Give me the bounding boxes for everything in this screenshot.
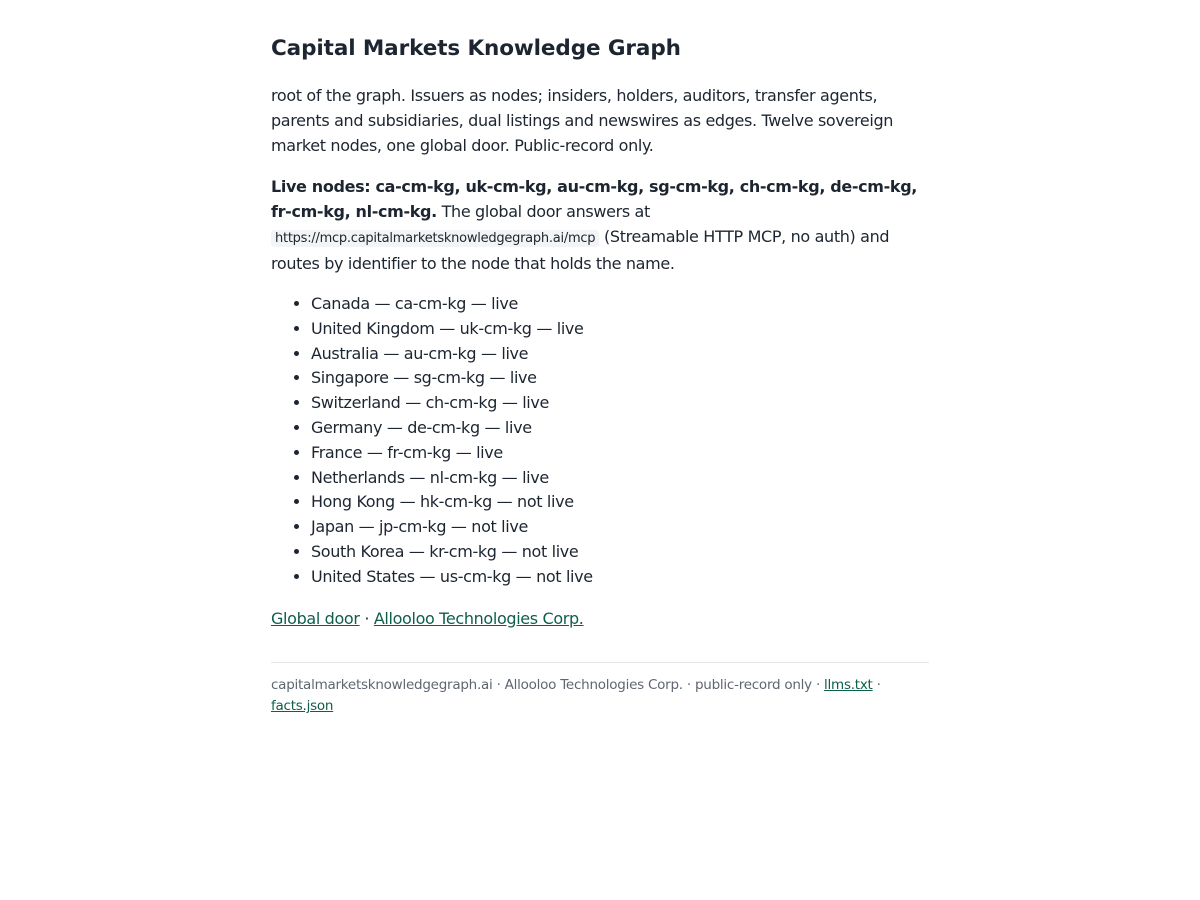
footer-text: capitalmarketsknowledgegraph.ai · Allooloo Technologies Corp. · public-record only ·	[271, 676, 825, 693]
list-item: • Japan — jp-cm-kg — not live	[311, 515, 929, 540]
list-item: • Switzerland — ch-cm-kg — live	[311, 391, 929, 416]
intro-paragraph: root of the graph. Issuers as nodes; insiders, holders, auditors, transfer agents, parents and subsidiaries, dual listings and newswires as edges. Twelve sovereign market nodes, one global door. Public-record only.	[271, 86, 894, 155]
link-separator: ·	[359, 608, 374, 628]
llms-txt-link[interactable]: llms.txt	[824, 676, 873, 693]
list-item: • Germany — de-cm-kg — live	[311, 416, 929, 441]
global-door-description: (Streamable HTTP MCP, no auth) and routes by identifier to the node that holds the name.	[271, 227, 890, 273]
global-door-text: The global door answers at	[436, 202, 650, 221]
footer	[271, 675, 929, 718]
list-item: • Canada — ca-cm-kg — live	[311, 292, 929, 317]
list-item: • United Kingdom — uk-cm-kg — live	[311, 317, 929, 342]
facts-json-link[interactable]: facts.json	[271, 698, 334, 715]
footer-divider	[271, 662, 929, 663]
footer-separator: ·	[872, 676, 881, 693]
market-node-list	[271, 292, 929, 590]
list-item: • Hong Kong — hk-cm-kg — not live	[311, 490, 929, 515]
links-row	[271, 606, 929, 631]
page-title: Capital Markets Knowledge Graph	[271, 36, 681, 61]
list-item: • Singapore — sg-cm-kg — live	[311, 366, 929, 391]
list-item: • South Korea — kr-cm-kg — not live	[311, 540, 929, 565]
list-item: • Australia — au-cm-kg — live	[311, 342, 929, 367]
company-link[interactable]: Allooloo Technologies Corp.	[373, 608, 584, 628]
list-item: • France — fr-cm-kg — live	[311, 441, 929, 466]
live-nodes-heading: Live nodes: ca-cm-kg, uk-cm-kg, au-cm-kg, sg-cm-kg, ch-cm-kg, de-cm-kg, fr-cm-kg, nl-cm-kg.	[271, 177, 918, 221]
live-nodes-paragraph	[271, 174, 929, 276]
list-item: • United States — us-cm-kg — not live	[311, 565, 929, 590]
mcp-url: https://mcp.capitalmarketsknowledgegraph.ai/mcp	[271, 230, 599, 247]
global-door-link[interactable]: Global door	[271, 608, 360, 628]
page-content	[271, 34, 929, 718]
list-item: • Netherlands — nl-cm-kg — live	[311, 466, 929, 491]
